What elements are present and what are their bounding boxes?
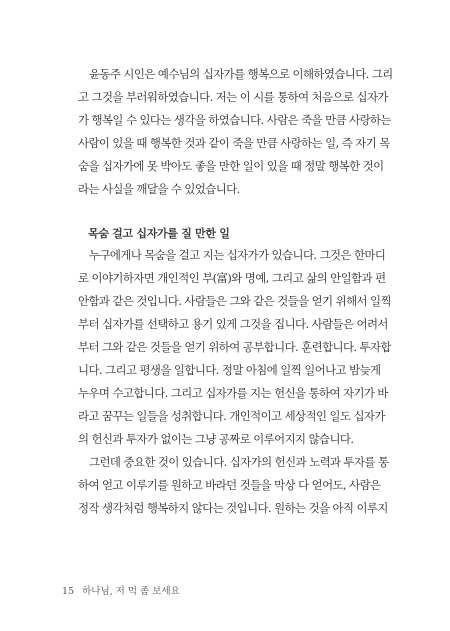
body-text-line: 의 헌신과 투자가 없이는 그냥 공짜로 이루어지지 않습니다. [78,432,354,446]
body-text-line: 라고 꿈꾸는 일들을 성취합니다. 개인적이고 세상적인 일도 십자가 [78,409,385,423]
body-text-line: 하여 얻고 이루기를 원하고 바라던 것들을 막상 다 얻어도, 사람은 [78,478,381,492]
body-text-line: 누우며 수고합니다. 그리고 십자가를 지는 헌신을 통하여 자기가 바 [78,386,388,400]
body-text-line: 안함과 같은 것입니다. 사람들은 그와 같은 것들을 얻기 위해서 일찍 [78,294,391,308]
body-text-line: 그런데 중요한 것이 있습니다. 십자가의 헌신과 노력과 투자를 통 [89,455,389,469]
body-text-line: 사람이 있을 때 행복한 것과 같이 죽을 만큼 사랑하는 일, 즉 자기 목 [78,136,390,150]
body-text-line: 가 행복일 수 있다는 생각을 하였습니다. 사람은 죽을 만큼 사랑하는 [78,113,391,127]
page-footer [62,583,180,597]
body-text-line: 누구에게나 목숨을 걸고 지는 십자가가 있습니다. 그것은 한마디 [89,248,386,262]
body-text-line: 윤동주 시인은 예수님의 십자가를 행복으로 이해하였습니다. 그리 [89,67,393,81]
body-text-line: 숨을 십자가에 못 박아도 좋을 만한 일이 있을 때 정말 행복한 것이 [78,159,384,173]
body-text-line: 니다. 그리고 평생을 일합니다. 정말 아침에 일찍 일어나고 밤늦게 [78,363,381,377]
body-text-line: 로 이야기하자면 개인적인 부(富)와 명예, 그리고 삶의 안일함과 편 [78,271,386,285]
section-heading: 목숨 걸고 십자가를 질 만한 일 [88,227,230,240]
body-text-line: 부터 십자가를 선택하고 용기 있게 그것을 집니다. 사람들은 어려서 [78,317,388,331]
body-text-line: 부터 그와 같은 것들을 얻기 위하여 공부합니다. 훈련합니다. 투자합 [78,340,391,354]
page-number: 15 [62,586,75,597]
body-text-line: 라는 사실을 깨달을 수 있었습니다. [78,182,240,196]
running-title: 하나님, 저 먹 좀 보세요 [82,586,180,597]
body-text-line: 정작 생각처럼 행복하지 않다는 것입니다. 원하는 것을 아직 이루지 [78,501,388,515]
body-text-line: 고 그것을 부러워하였습니다. 저는 이 시를 통하여 처음으로 십자가 [78,90,388,104]
